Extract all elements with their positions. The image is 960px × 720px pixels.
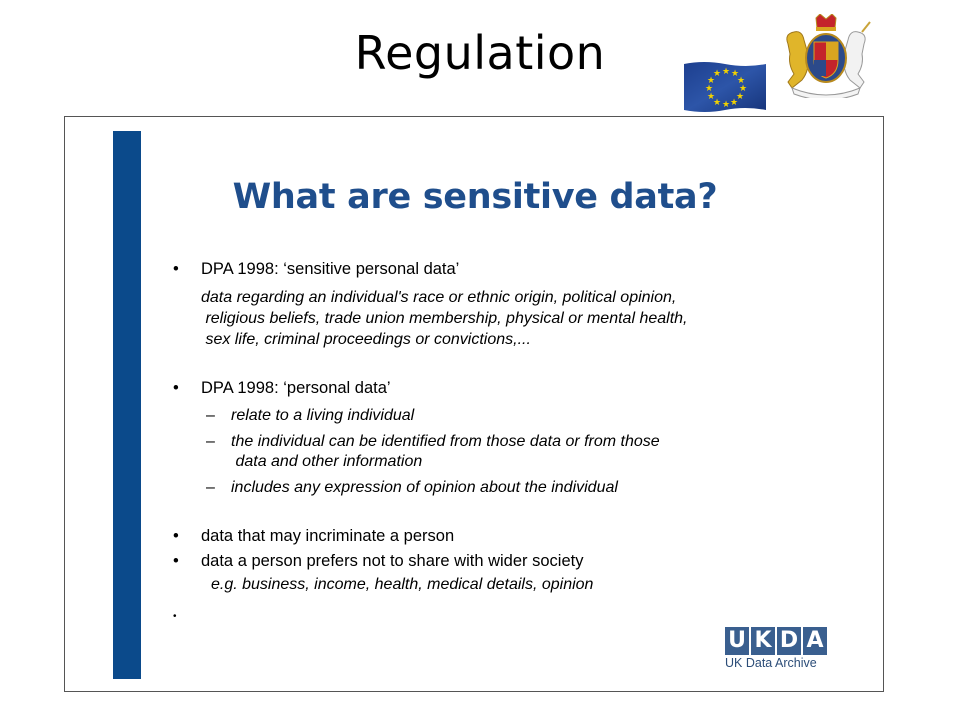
svg-text:★: ★	[731, 69, 740, 79]
embedded-slide	[64, 116, 884, 692]
ukda-letter: U	[725, 627, 749, 655]
subitem-text: the individual can be identified from those data or from those	[231, 433, 660, 450]
ukda-letter: A	[803, 627, 827, 655]
bullet-text: data that may incriminate a person	[201, 527, 455, 545]
svg-text:★: ★	[722, 100, 731, 110]
dash-glyph: –	[206, 407, 215, 424]
bullet-personal-data	[173, 376, 873, 400]
dash-glyph: –	[206, 433, 215, 450]
bullet-text: DPA 1998: ‘personal data’	[201, 379, 391, 397]
svg-text:★: ★	[707, 92, 716, 102]
slide-content	[173, 257, 873, 622]
sensitive-data-definition	[173, 287, 873, 350]
definition-line: data regarding an individual's race or ethnic origin, political opinion,	[201, 289, 677, 306]
eu-flag-icon	[684, 60, 766, 112]
svg-text:★: ★	[705, 84, 714, 94]
svg-text:★: ★	[739, 84, 748, 94]
subitem-text: data and other information	[231, 453, 423, 470]
ukda-letters	[725, 627, 829, 655]
svg-text:★: ★	[736, 92, 745, 102]
royal-coat-of-arms-icon	[778, 14, 874, 98]
subitem-text: relate to a living individual	[231, 407, 415, 424]
dash-glyph: –	[206, 479, 215, 496]
bullet-glyph: •	[173, 552, 179, 570]
bullet-glyph: •	[173, 260, 179, 278]
bullet-glyph: •	[173, 611, 177, 622]
svg-text:★: ★	[730, 98, 739, 108]
slide-title: What are sensitive data?	[232, 177, 718, 217]
subitem-expression-of-opinion	[173, 478, 873, 498]
subitem-living-individual	[173, 406, 873, 426]
sharing-examples: e.g. business, income, health, medical details, opinion	[211, 576, 594, 593]
svg-text:★: ★	[707, 76, 716, 86]
svg-text:★: ★	[737, 76, 746, 86]
bullet-glyph: •	[173, 527, 179, 545]
page-title: Regulation	[354, 26, 606, 80]
bullet-glyph: •	[173, 379, 179, 397]
bullet-incriminate	[173, 524, 873, 548]
svg-text:★: ★	[713, 98, 722, 108]
svg-text:★: ★	[713, 69, 722, 79]
bullet-text: data a person prefers not to share with wider society	[201, 552, 584, 570]
ukda-letter: D	[777, 627, 801, 655]
personal-data-subitems	[173, 406, 873, 498]
ukda-subtitle: UK Data Archive	[725, 656, 817, 670]
definition-line: sex life, criminal proceedings or convictions,...	[201, 331, 531, 348]
definition-line: religious beliefs, trade union membership, physical or mental health,	[201, 310, 688, 327]
ukda-logo	[725, 627, 829, 670]
bullet-text: DPA 1998: ‘sensitive personal data’	[201, 260, 460, 278]
bullet-prefers-not-to-share	[173, 549, 873, 573]
subitem-text: includes any expression of opinion about the individual	[231, 479, 618, 496]
subitem-identified	[173, 432, 873, 472]
svg-text:★: ★	[722, 67, 731, 77]
bullet-sensitive-personal-data	[173, 257, 873, 281]
ukda-letter: K	[751, 627, 775, 655]
